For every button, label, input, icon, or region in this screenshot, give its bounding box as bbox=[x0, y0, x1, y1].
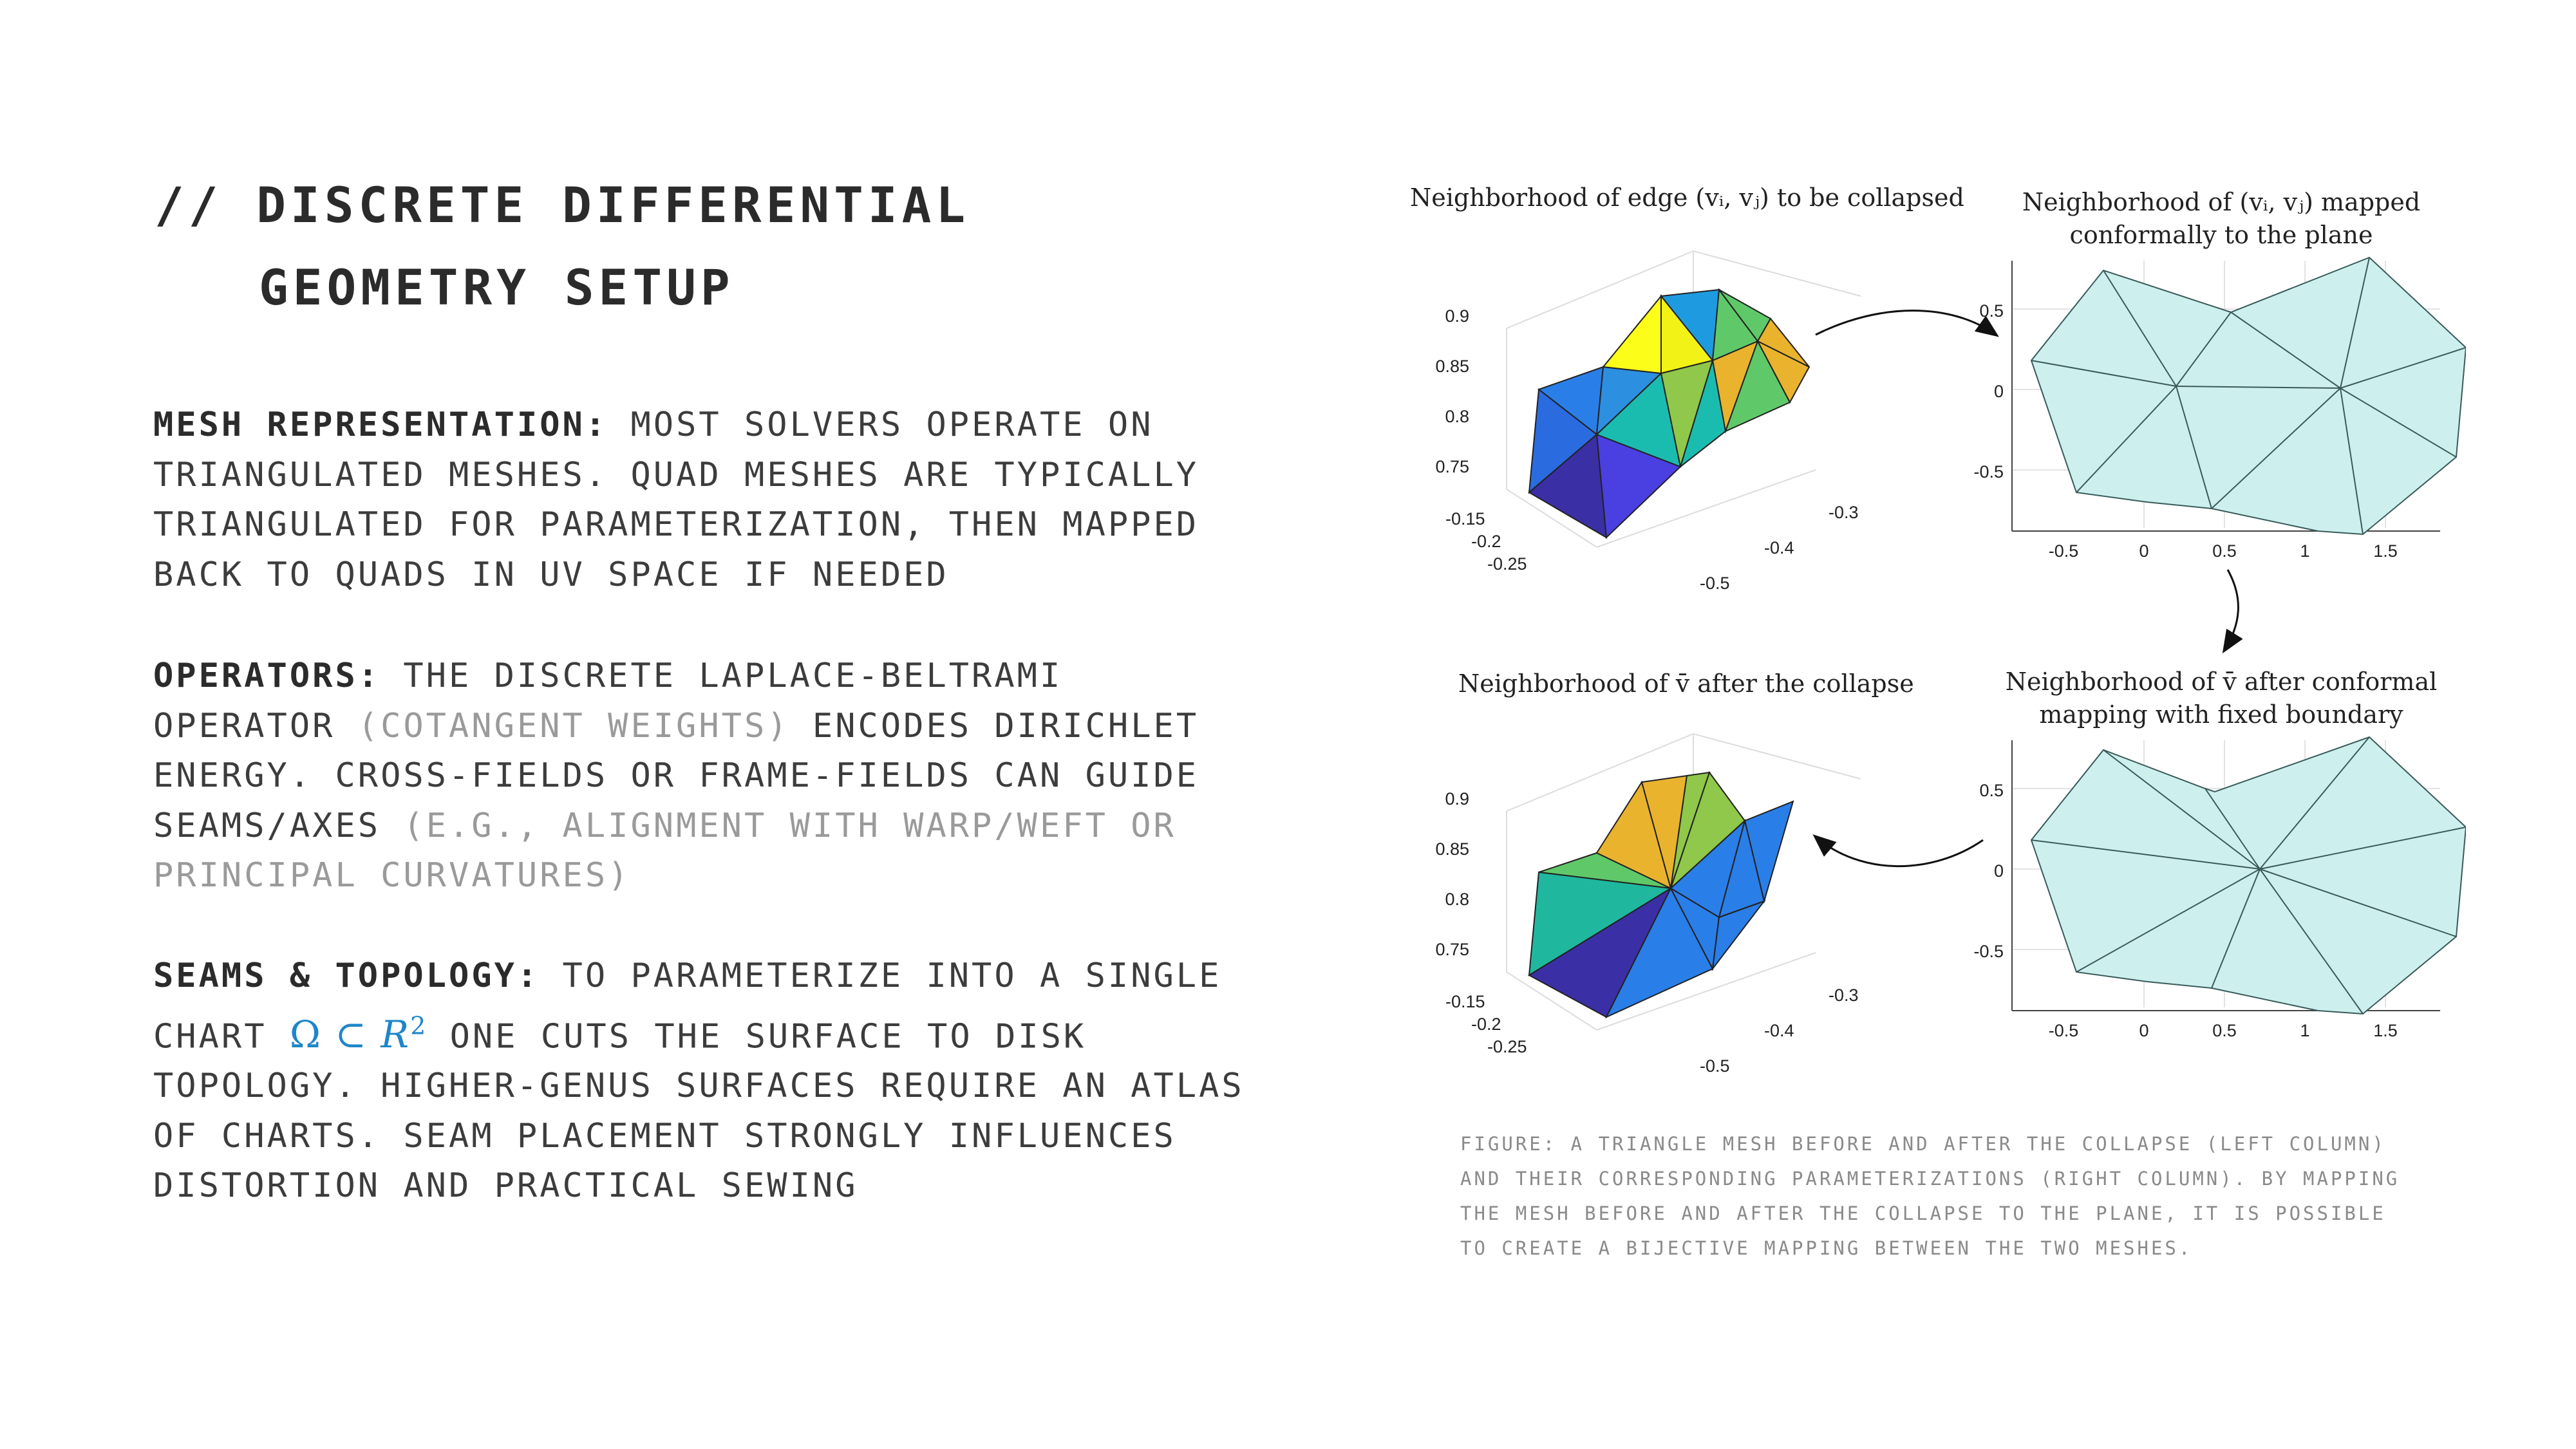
svg-text:0.85: 0.85 bbox=[1435, 839, 1469, 859]
page-title bbox=[155, 164, 970, 329]
svg-text:-0.3: -0.3 bbox=[1829, 986, 1859, 1005]
svg-text:0.8: 0.8 bbox=[1445, 407, 1469, 426]
operators-text-1: THE DISCRETE LAPLACE-BELTRAMI OPERATOR bbox=[153, 657, 1063, 745]
mesh-text: MOST SOLVERS OPERATE ON TRIANGULATED MESHES. QUAD MESHES ARE TYPICALLY TRIANGULATED FOR PARAMETERIZATION, THEN MAPPED BACK TO QUADS IN UV SPACE IF NEEDED bbox=[153, 406, 1199, 594]
svg-text:-0.2: -0.2 bbox=[1471, 532, 1501, 551]
mesh-label: MESH REPRESENTATION: bbox=[153, 406, 608, 444]
svg-text:Neighborhood of v̄ after confo: Neighborhood of v̄ after conformal bbox=[2005, 668, 2438, 696]
svg-text:0.8: 0.8 bbox=[1445, 890, 1469, 909]
svg-text:0: 0 bbox=[1993, 382, 2004, 401]
operators-text-2: (COTANGENT WEIGHTS) bbox=[357, 706, 790, 745]
svg-text:0.5: 0.5 bbox=[2212, 1021, 2237, 1040]
panel3-faces bbox=[1529, 772, 1793, 1017]
svg-text:-0.4: -0.4 bbox=[1764, 538, 1794, 557]
panel-mesh-after bbox=[1435, 669, 1913, 1076]
arrow-to-plane bbox=[1816, 311, 1996, 335]
svg-text:-0.5: -0.5 bbox=[2048, 1021, 2079, 1040]
svg-text:-0.25: -0.25 bbox=[1487, 1037, 1527, 1056]
panel-uv-before bbox=[1973, 188, 2466, 561]
svg-text:0.85: 0.85 bbox=[1435, 357, 1469, 376]
svg-text:0.5: 0.5 bbox=[2212, 541, 2237, 561]
svg-text:-0.5: -0.5 bbox=[1973, 462, 2004, 481]
panel2-mesh bbox=[2031, 257, 2466, 534]
svg-text:1.5: 1.5 bbox=[2373, 1021, 2398, 1040]
figure-caption: FIGURE: A TRIANGLE MESH BEFORE AND AFTER THE COLLAPSE (LEFT COLUMN) AND THEIR CORRESPONDING PARAMETERIZATIONS (RIGHT COLUMN). BY MAPPING THE MESH BEFORE AND AFTER THE COLLAPSE TO THE PLANE, IT IS POSSIBLE TO CREATE A BIJECTIVE MAPPING BETWEEN THE TWO MESHES. bbox=[1460, 1133, 2400, 1259]
svg-text:mapping with fixed boundary: mapping with fixed boundary bbox=[2039, 700, 2403, 729]
title-line-2: GEOMETRY SETUP bbox=[259, 259, 735, 316]
chart-formula: Ω ⊂ $R^2$ bbox=[289, 1011, 428, 1056]
svg-text:-0.4: -0.4 bbox=[1764, 1021, 1794, 1040]
panel3-title: Neighborhood of v̄ after the collapse bbox=[1458, 669, 1914, 698]
svg-text:-0.3: -0.3 bbox=[1829, 503, 1859, 522]
svg-text:conformally to the plane: conformally to the plane bbox=[2069, 221, 2373, 249]
svg-text:0.75: 0.75 bbox=[1435, 457, 1469, 476]
operators-text-4: (E.G., ALIGNMENT WITH WARP/WEFT OR PRINCIPAL CURVATURES) bbox=[153, 806, 1176, 895]
svg-text:0.5: 0.5 bbox=[1979, 781, 2004, 800]
svg-text:1: 1 bbox=[2300, 541, 2310, 561]
svg-text:Neighborhood of (vᵢ, vⱼ) mappe: Neighborhood of (vᵢ, vⱼ) mapped bbox=[2022, 188, 2421, 216]
svg-text:0.5: 0.5 bbox=[1979, 301, 2004, 321]
operators-label: OPERATORS: bbox=[153, 657, 381, 695]
svg-text:0: 0 bbox=[2139, 1021, 2149, 1040]
svg-text:-0.5: -0.5 bbox=[1973, 942, 2004, 961]
svg-text:0.75: 0.75 bbox=[1435, 940, 1469, 959]
svg-text:1: 1 bbox=[2300, 1021, 2310, 1040]
seams-text-2: ONE CUTS THE SURFACE TO DISK TOPOLOGY. HIGHER-GENUS SURFACES REQUIRE AN ATLAS OF CHARTS. SEAM PLACEMENT STRONGLY INFLUENCES DISTORTION AND PRACTICAL SEWING bbox=[153, 1016, 1245, 1206]
arrow-back bbox=[1816, 837, 1983, 866]
arrow-down bbox=[2224, 570, 2238, 650]
svg-text:-0.5: -0.5 bbox=[1700, 1056, 1730, 1076]
seams-label: SEAMS & TOPOLOGY: bbox=[153, 957, 540, 995]
operators-text-3: ENCODES DIRICHLET ENERGY. CROSS-FIELDS OR FRAME-FIELDS CAN GUIDE SEAMS/AXES bbox=[153, 706, 1199, 845]
panel-uv-after bbox=[1973, 668, 2466, 1040]
panel1-faces bbox=[1529, 290, 1809, 538]
svg-text:0: 0 bbox=[2139, 541, 2149, 561]
seams-paragraph bbox=[153, 951, 1248, 1211]
svg-text:0.9: 0.9 bbox=[1445, 789, 1469, 809]
svg-text:0.9: 0.9 bbox=[1445, 306, 1469, 326]
title-line-1: // DISCRETE DIFFERENTIAL bbox=[155, 176, 970, 234]
operators-paragraph bbox=[153, 651, 1248, 901]
seams-text-1: TO PARAMETERIZE INTO A SINGLE CHART bbox=[153, 957, 1222, 1056]
svg-text:0: 0 bbox=[1993, 861, 2004, 881]
svg-text:-0.2: -0.2 bbox=[1471, 1014, 1501, 1034]
collapse-figure bbox=[1384, 174, 2466, 1088]
svg-text:-0.15: -0.15 bbox=[1445, 992, 1485, 1011]
mesh-representation-paragraph bbox=[153, 400, 1248, 600]
svg-text:-0.5: -0.5 bbox=[2048, 541, 2079, 561]
svg-text:-0.15: -0.15 bbox=[1445, 509, 1485, 528]
svg-text:-0.5: -0.5 bbox=[1700, 574, 1730, 593]
panel-mesh-before bbox=[1410, 183, 1964, 593]
panel1-title: Neighborhood of edge (vᵢ, vⱼ) to be collapsed bbox=[1410, 183, 1964, 212]
svg-text:-0.25: -0.25 bbox=[1487, 554, 1527, 574]
svg-text:1.5: 1.5 bbox=[2373, 541, 2398, 561]
